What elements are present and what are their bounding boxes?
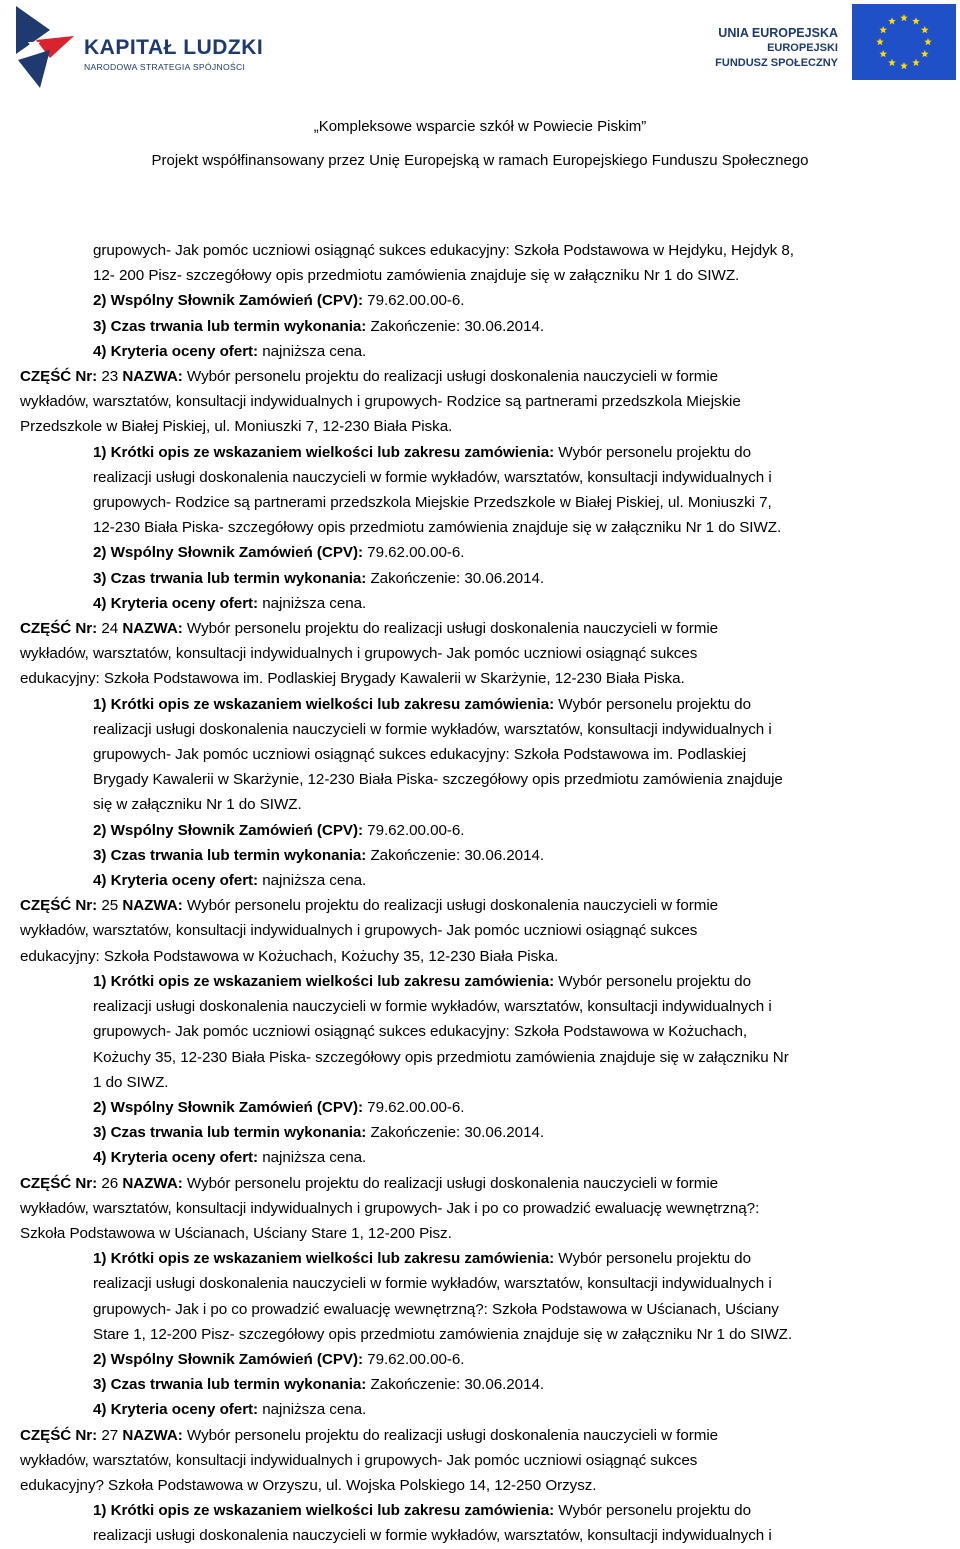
text-run: wykładów, warsztatów, konsultacji indywidualnych i grupowych- Jak pomóc uczniowi osiągnąć sukces — [20, 922, 698, 940]
text-run: Wybór personelu projektu do realizacji usługi doskonalenia nauczycieli w formie — [182, 1174, 719, 1192]
text-run: najniższa cena. — [258, 1149, 367, 1167]
text-line — [0, 1120, 960, 1145]
text-run: 79.62.00.00-6. — [363, 821, 465, 839]
text-run: Zakończenie: 30.06.2014. — [366, 846, 545, 864]
text-run: realizacji usługi doskonalenia nauczycieli w formie wykładów, warsztatów, konsultacji indywidualnych i — [93, 468, 772, 486]
bold-label: 4) Kryteria oceny ofert: — [93, 594, 259, 612]
bold-label: CZĘŚĆ Nr: — [20, 1426, 98, 1444]
text-run: 24 — [97, 620, 123, 638]
text-line — [0, 994, 960, 1019]
text-line — [0, 792, 960, 817]
text-run: grupowych- Rodzice są partnerami przedszkola Miejskie Przedszkole w Białej Piskiej, ul. Moniuszki 7, — [93, 494, 772, 512]
text-line — [0, 893, 960, 918]
bold-label: 1) Krótki opis ze wskazaniem wielkości lub zakresu zamówienia: — [93, 695, 555, 713]
text-line — [0, 591, 960, 616]
text-run: edukacyjny? Szkoła Podstawowa w Orzyszu, ul. Wojska Polskiego 14, 12-250 Orzysz. — [20, 1476, 597, 1494]
text-line — [0, 339, 960, 364]
text-line — [0, 490, 960, 515]
text-run: Wybór personelu projektu do — [554, 443, 751, 461]
bold-label: 1) Krótki opis ze wskazaniem wielkości lub zakresu zamówienia: — [93, 1502, 555, 1520]
text-run: Wybór personelu projektu do realizacji usługi doskonalenia nauczycieli w formie — [182, 897, 719, 915]
kapital-ludzki-logo — [4, 2, 266, 92]
bold-label: 3) Czas trwania lub termin wykonania: — [93, 317, 367, 335]
text-line — [0, 969, 960, 994]
bold-label: CZĘŚĆ Nr: — [20, 620, 98, 638]
bold-label: CZĘŚĆ Nr: — [20, 897, 98, 915]
bold-label: 3) Czas trwania lub termin wykonania: — [93, 1376, 367, 1394]
text-run: grupowych- Jak pomóc uczniowi osiągnąć sukces edukacyjny: Szkoła Podstawowa w Hejdyku, Hejdyk 8, — [93, 242, 794, 259]
text-run: wykładów, warsztatów, konsultacji indywidualnych i grupowych- Rodzice są partnerami przedszkola Miejskie — [20, 393, 741, 411]
text-line — [0, 414, 960, 439]
text-line — [0, 1297, 960, 1322]
eu-line-2: EUROPEJSKI — [767, 42, 838, 54]
text-line — [0, 767, 960, 792]
text-run: grupowych- Jak pomóc uczniowi osiągnąć sukces edukacyjny: Szkoła Podstawowa w Kożuchach, — [93, 1023, 748, 1041]
cofinancing-note: Projekt współfinansowany przez Unię Europejską w ramach Europejskiego Funduszu Społecznego — [151, 152, 809, 169]
bold-label: 1) Krótki opis ze wskazaniem wielkości lub zakresu zamówienia: — [93, 972, 555, 990]
bold-label: 2) Wspólny Słownik Zamówień (CPV): — [93, 292, 364, 310]
text-run: Zakończenie: 30.06.2014. — [366, 317, 545, 335]
text-line — [0, 288, 960, 313]
text-run: najniższa cena. — [258, 1401, 367, 1419]
text-line — [0, 918, 960, 943]
bold-label: 2) Wspólny Słownik Zamówień (CPV): — [93, 1098, 364, 1116]
bold-label: 4) Kryteria oceny ofert: — [93, 872, 259, 890]
bold-label: 2) Wspólny Słownik Zamówień (CPV): — [93, 1350, 364, 1368]
text-run: realizacji usługi doskonalenia nauczycieli w formie wykładów, warsztatów, konsultacji indywidualnych i — [93, 1527, 772, 1545]
eu-line-3: FUNDUSZ SPOŁECZNY — [715, 57, 838, 69]
project-title: „Kompleksowe wsparcie szkół w Powiecie Piskim” — [313, 118, 647, 135]
text-line — [0, 389, 960, 414]
text-run: 12- 200 Pisz- szczegółowy opis przedmiotu zamówienia znajduje się w załączniku Nr 1 do SIWZ. — [93, 267, 740, 285]
bold-label: 1) Krótki opis ze wskazaniem wielkości lub zakresu zamówienia: — [93, 443, 555, 461]
text-line — [0, 566, 960, 591]
text-run: Zakończenie: 30.06.2014. — [366, 1376, 545, 1394]
text-line — [0, 1271, 960, 1296]
text-line — [0, 1221, 960, 1246]
text-line — [0, 263, 960, 288]
text-run: 79.62.00.00-6. — [363, 1350, 465, 1368]
text-run: 79.62.00.00-6. — [363, 292, 465, 310]
bold-label: CZĘŚĆ Nr: — [20, 1174, 98, 1192]
text-run: Zakończenie: 30.06.2014. — [366, 1124, 545, 1142]
text-run: Wybór personelu projektu do realizacji usługi doskonalenia nauczycieli w formie — [182, 620, 719, 638]
bold-label: 4) Kryteria oceny ofert: — [93, 1149, 259, 1167]
bold-label: NAZWA: — [122, 620, 183, 638]
text-line — [0, 1322, 960, 1347]
bold-label: NAZWA: — [122, 897, 183, 915]
text-run: najniższa cena. — [258, 342, 367, 360]
text-line — [0, 1397, 960, 1422]
text-run: edukacyjny: Szkoła Podstawowa w Kożuchach, Kożuchy 35, 12-230 Biała Piska. — [20, 947, 559, 965]
bold-label: 2) Wspólny Słownik Zamówień (CPV): — [93, 821, 364, 839]
text-run: Brygady Kawalerii w Skarżynie, 12-230 Biała Piska- szczegółowy opis przedmiotu zamówienia znajduje — [93, 771, 783, 789]
text-line — [0, 1019, 960, 1044]
text-line — [0, 1523, 960, 1548]
text-line — [0, 314, 960, 339]
text-run: Zakończenie: 30.06.2014. — [366, 569, 545, 587]
text-run: 1 do SIWZ. — [93, 1073, 169, 1091]
bold-label: 3) Czas trwania lub termin wykonania: — [93, 569, 367, 587]
text-line — [0, 1448, 960, 1473]
text-run: 23 — [97, 368, 123, 386]
bold-label: 3) Czas trwania lub termin wykonania: — [93, 846, 367, 864]
text-line — [0, 1045, 960, 1070]
text-run: realizacji usługi doskonalenia nauczycieli w formie wykładów, warsztatów, konsultacji indywidualnych i — [93, 1275, 772, 1293]
bold-label: NAZWA: — [122, 1174, 183, 1192]
text-line — [0, 1473, 960, 1498]
text-run: realizacji usługi doskonalenia nauczycieli w formie wykładów, warsztatów, konsultacji indywidualnych i — [93, 998, 772, 1016]
text-line — [0, 1423, 960, 1448]
text-run: realizacji usługi doskonalenia nauczycieli w formie wykładów, warsztatów, konsultacji indywidualnych i — [93, 720, 772, 738]
bold-label: CZĘŚĆ Nr: — [20, 368, 98, 386]
text-run: Wybór personelu projektu do — [554, 1502, 751, 1520]
text-run: wykładów, warsztatów, konsultacji indywidualnych i grupowych- Jak pomóc uczniowi osiągnąć sukces — [20, 645, 698, 663]
text-line — [0, 868, 960, 893]
text-run: Kożuchy 35, 12-230 Biała Piska- szczegółowy opis przedmiotu zamówienia znajduje się w załączniku Nr — [93, 1048, 789, 1066]
text-line — [0, 1347, 960, 1372]
text-run: Szkoła Podstawowa w Uścianach, Uściany Stare 1, 12-200 Pisz. — [20, 1224, 452, 1242]
text-line — [0, 540, 960, 565]
text-line — [0, 1171, 960, 1196]
kapital-ludzki-subtitle: NARODOWA STRATEGIA SPÓJNOŚCI — [84, 62, 246, 72]
text-line — [0, 1095, 960, 1120]
text-run: edukacyjny: Szkoła Podstawowa im. Podlaskiej Brygady Kawalerii w Skarżynie, 12-230 Biała Piska. — [20, 670, 685, 688]
bold-label: 3) Czas trwania lub termin wykonania: — [93, 1124, 367, 1142]
text-line — [0, 364, 960, 389]
bold-label: 4) Kryteria oceny ofert: — [93, 342, 259, 360]
bold-label: 2) Wspólny Słownik Zamówień (CPV): — [93, 544, 364, 562]
text-run: Przedszkole w Białej Piskiej, ul. Moniuszki 7, 12-230 Biała Piska. — [20, 418, 453, 436]
text-run: się w załączniku Nr 1 do SIWZ. — [93, 796, 302, 814]
kapital-ludzki-title: KAPITAŁ LUDZKI — [84, 36, 264, 59]
text-line — [0, 465, 960, 490]
bold-label: NAZWA: — [122, 368, 183, 386]
text-run: 25 — [97, 897, 123, 915]
text-line — [0, 1246, 960, 1271]
text-run: 12-230 Biała Piska- szczegółowy opis przedmiotu zamówienia znajduje się w załączniku Nr 1 do SIWZ. — [93, 519, 782, 537]
kapital-ludzki-star-icon — [10, 2, 82, 90]
text-line — [0, 843, 960, 868]
eu-flag-icon — [852, 4, 956, 80]
text-run: grupowych- Jak i po co prowadzić ewaluację wewnętrzną?: Szkoła Podstawowa w Uścianach, Uściany — [93, 1300, 779, 1318]
text-line — [0, 440, 960, 465]
text-run: Wybór personelu projektu do realizacji usługi doskonalenia nauczycieli w formie — [182, 368, 719, 386]
page-header — [0, 0, 960, 190]
text-run: Wybór personelu projektu do — [554, 972, 751, 990]
text-run: najniższa cena. — [258, 872, 367, 890]
eu-fund-label — [715, 26, 838, 71]
document-body — [0, 238, 960, 1549]
text-run: Wybór personelu projektu do — [554, 1250, 751, 1268]
text-run: Wybór personelu projektu do realizacji usługi doskonalenia nauczycieli w formie — [182, 1426, 719, 1444]
text-line — [0, 1145, 960, 1170]
bold-label: NAZWA: — [122, 1426, 183, 1444]
text-run: Stare 1, 12-200 Pisz- szczegółowy opis przedmiotu zamówienia znajduje się w załączniku Nr 1 do SIWZ. — [93, 1325, 792, 1343]
text-line — [0, 515, 960, 540]
text-line — [0, 1070, 960, 1095]
text-run: Wybór personelu projektu do — [554, 695, 751, 713]
text-run: grupowych- Jak pomóc uczniowi osiągnąć sukces edukacyjny: Szkoła Podstawowa im. Podlaskiej — [93, 746, 747, 764]
text-run: wykładów, warsztatów, konsultacji indywidualnych i grupowych- Jak i po co prowadzić ewaluację wewnętrzną?: — [20, 1199, 760, 1217]
text-line — [0, 641, 960, 666]
text-run: 79.62.00.00-6. — [363, 1098, 465, 1116]
text-line — [0, 1196, 960, 1221]
text-run: najniższa cena. — [258, 594, 367, 612]
text-line — [0, 666, 960, 691]
text-line — [0, 944, 960, 969]
text-run: 26 — [97, 1174, 123, 1192]
text-line — [0, 692, 960, 717]
text-line — [0, 1498, 960, 1523]
text-run: 79.62.00.00-6. — [363, 544, 465, 562]
bold-label: 4) Kryteria oceny ofert: — [93, 1401, 259, 1419]
text-run: 27 — [97, 1426, 123, 1444]
text-line — [0, 742, 960, 767]
eu-line-1: UNIA EUROPEJSKA — [718, 26, 838, 40]
text-line — [0, 1372, 960, 1397]
text-line — [0, 818, 960, 843]
text-line — [0, 616, 960, 641]
bold-label: 1) Krótki opis ze wskazaniem wielkości lub zakresu zamówienia: — [93, 1250, 555, 1268]
text-run: wykładów, warsztatów, konsultacji indywidualnych i grupowych- Jak pomóc uczniowi osiągnąć sukces — [20, 1451, 698, 1469]
text-line — [0, 717, 960, 742]
text-line — [0, 238, 960, 263]
